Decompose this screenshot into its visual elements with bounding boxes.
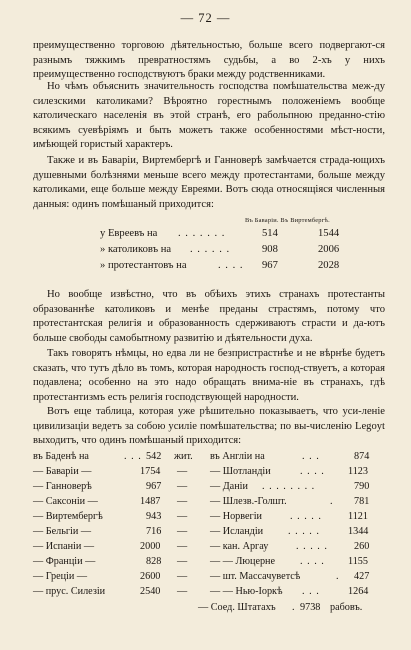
table-1-bavaria: 514 xyxy=(262,228,278,239)
table-2-left-value: 716 xyxy=(146,526,162,537)
paragraph-2 xyxy=(33,80,385,153)
table-2-right-label: — — Нью-Іоркѣ xyxy=(210,586,283,597)
table-2-right-value: 9738 xyxy=(300,602,321,613)
page-number-header: — 72 — xyxy=(180,11,231,25)
table-2-row xyxy=(0,481,411,495)
table-2-right-value: 1121 xyxy=(348,511,368,522)
table-2-right-value: 1344 xyxy=(348,526,369,537)
table-2-dots: . . . . . xyxy=(288,526,320,537)
table-2-dots: . . . . . xyxy=(296,541,328,552)
table-2-left-value: 828 xyxy=(146,556,162,567)
table-2-left-label: — Испаніи — xyxy=(33,541,95,552)
table-2-dots: . . . . . . . . xyxy=(262,481,316,492)
table-1-dots: . . . . xyxy=(218,260,244,271)
table-1-bavaria: 908 xyxy=(262,244,278,255)
table-2-row xyxy=(0,526,411,540)
paragraph-1 xyxy=(33,39,385,83)
table-2-left-label: — Баваріи — xyxy=(33,466,92,477)
table-2-left-unit: — xyxy=(177,556,188,567)
table-2-right-value: 790 xyxy=(354,481,370,492)
table-2-left-value: 2000 xyxy=(140,541,161,552)
table-2-right-value: 781 xyxy=(354,496,370,507)
table-2-row xyxy=(0,496,411,510)
table-2-right-label: — Шлезв.-Голшт. xyxy=(210,496,287,507)
table-2-dots: . . . xyxy=(124,451,142,462)
table-1-header: Въ Баваріи. Въ Виртембергѣ. xyxy=(245,217,330,224)
table-2-row xyxy=(0,466,411,480)
table-2-left-unit: — xyxy=(177,466,188,477)
table-2-right-value: 1155 xyxy=(348,556,368,567)
table-2-row xyxy=(0,586,411,600)
table-2-left-unit: — xyxy=(177,481,188,492)
table-2-right-label: — шт. Массачуветсѣ xyxy=(210,571,301,582)
table-2-dots: . . . . xyxy=(300,556,325,567)
table-2-left-value: 967 xyxy=(146,481,162,492)
table-2-left-unit: — xyxy=(177,526,188,537)
table-1-row xyxy=(0,228,411,242)
paragraph-1-text: преимущественно торговою дѣятельностью, больше всего подвергают-ся разнымъ тяжкимъ превратностямъ судьбы, а во 2-хъ у нихъ преимущественно господствуютъ браки между родственниками. xyxy=(33,40,385,81)
table-2-left-unit: — xyxy=(177,586,188,597)
paragraph-6 xyxy=(33,405,385,449)
table-1-label: » католиковъ на xyxy=(100,244,172,255)
table-2-left-value: 2600 xyxy=(140,571,161,582)
table-2-right-label: въ Англіи на xyxy=(210,451,265,462)
table-2-left-unit: — xyxy=(177,511,188,522)
table-2-right-value: 1264 xyxy=(348,586,369,597)
table-2-row xyxy=(0,451,411,465)
table-2-dots: . xyxy=(336,571,340,582)
table-2-left-value: 1754 xyxy=(140,466,161,477)
paragraph-2-text: Но чѣмъ объяснить значительность господства помѣшательства меж-ду силезскими католиками? Вѣроятно горестнымъ положеніемъ вообще католическаго населенія въ этой странѣ, его рабольпною преданно-стію всякимъ суевѣріямъ и быть можетъ также особенностями мѣст-ности, имѣющей гористый характеръ. xyxy=(33,81,385,151)
table-1-row xyxy=(0,244,411,258)
table-2-left-unit: жит. xyxy=(174,451,193,462)
table-2-right-label: — Норвегіи xyxy=(210,511,263,522)
table-2-right-label: — Исландіи xyxy=(210,526,264,537)
table-2-dots: . xyxy=(292,602,296,613)
table-2-right-unit: рабовъ. xyxy=(330,602,363,613)
table-1-wurttemberg: 2006 xyxy=(318,244,340,255)
table-2-right-label: — Шотландіи xyxy=(210,466,271,477)
table-2-left-label: — Греціи — xyxy=(33,571,88,582)
table-2-left-value: 542 xyxy=(146,451,162,462)
table-2-row xyxy=(0,556,411,570)
table-1-row xyxy=(0,260,411,274)
table-2-left-unit: — xyxy=(177,541,188,552)
table-2-right-label: — Соед. Штатахъ xyxy=(198,602,276,613)
table-2-row xyxy=(0,602,411,616)
table-2-left-label: — Франціи — xyxy=(33,556,96,567)
table-2-left-value: 2540 xyxy=(140,586,161,597)
table-1-bavaria: 967 xyxy=(262,260,278,271)
table-1-dots: . . . . . . . xyxy=(178,228,226,239)
table-2-right-label: — кан. Аргау xyxy=(210,541,269,552)
table-2-left-value: 1487 xyxy=(140,496,161,507)
table-2-dots: . . . xyxy=(302,586,320,597)
table-2-right-label: — Даніи xyxy=(210,481,248,492)
table-2-row xyxy=(0,511,411,525)
table-2-left-label: въ Баденѣ на xyxy=(33,451,89,462)
table-2-row xyxy=(0,571,411,585)
paragraph-3-text: Также и въ Баваріи, Виртембергѣ и Ганноверѣ замѣчается страда-ющихъ душевными болѣзнями меньше всего между протестантами, больше между католиками, еще больше между Евреями. Вотъ сюда относящіяся численныя данныя: одинъ помѣшаный приходится: xyxy=(33,155,385,210)
paragraph-5 xyxy=(33,347,385,405)
table-2-left-unit: — xyxy=(177,571,188,582)
table-2-left-label: — Ганноверѣ xyxy=(33,481,92,492)
table-2-right-value: 260 xyxy=(354,541,370,552)
paragraph-5-text: Такъ говорятъ нѣмцы, но едва ли не безпристрастнѣе и не вѣрнѣе будетъ сказать, что тутъ дѣло въ томъ, которая народность господ-ствуетъ, а которая подавлена; особенно на это надо обращать внима-ніе въ странахъ, гдѣ протестантизмъ есть религія господствующей народности. xyxy=(33,348,385,403)
table-1-wurttemberg: 2028 xyxy=(318,260,340,271)
table-1-label: у Евреевъ на xyxy=(100,228,158,239)
table-2-left-label: — Бельгіи — xyxy=(33,526,92,537)
table-1-wurttemberg: 1544 xyxy=(318,228,340,239)
paragraph-4-text: Но вообще извѣстно, что въ обѣихъ этихъ странахъ протестанты образованнѣе католиковъ и менѣе преданы страстямъ, потому что протестантская религія и образованность сдерживаютъ страсти и да-ютъ больше свободы самобытному развитію и дѣятельности духа. xyxy=(33,289,385,344)
table-2-left-label: — Саксоніи — xyxy=(33,496,98,507)
table-2-left-label: — прус. Силезіи xyxy=(33,586,106,597)
table-1-dots: . . . . . . xyxy=(190,244,231,255)
table-2-dots: . . . . xyxy=(300,466,325,477)
table-2-row xyxy=(0,541,411,555)
table-2-right-value: 427 xyxy=(354,571,370,582)
paragraph-6-text: Вотъ еще таблица, которая уже рѣшительно показываетъ, что уси-леніе цивилизаціи ведетъ за собою усиліе помѣшательства; по вы-численію Legoyt выходитъ, что одинъ помѣшаный приходится: xyxy=(33,406,385,447)
table-2-left-label: — Виртембергѣ xyxy=(33,511,103,522)
paragraph-3 xyxy=(33,154,385,212)
table-2-right-value: 874 xyxy=(354,451,370,462)
table-2-right-value: 1123 xyxy=(348,466,368,477)
paragraph-4 xyxy=(33,288,385,346)
table-1-label: » протестантовъ на xyxy=(100,260,187,271)
table-2-dots: . . . xyxy=(302,451,320,462)
table-2-left-unit: — xyxy=(177,496,188,507)
table-2-left-value: 943 xyxy=(146,511,162,522)
table-2-dots: . xyxy=(330,496,334,507)
table-2-dots: . . . . . xyxy=(290,511,322,522)
table-2-right-label: — — Люцерне xyxy=(210,556,276,567)
